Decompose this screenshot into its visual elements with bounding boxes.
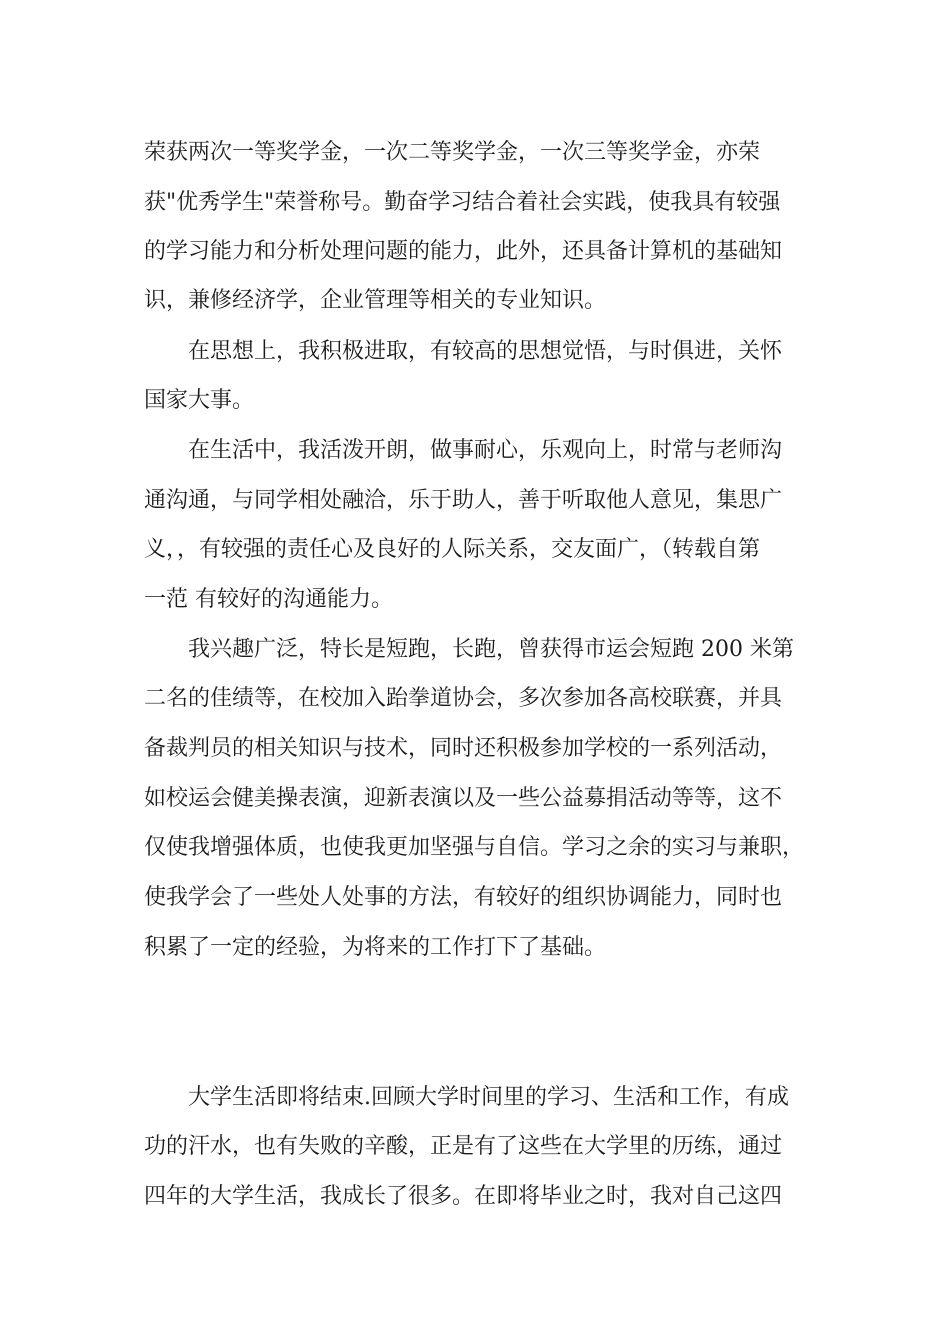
text-line-7: 在生活中，我活泼开朗，做事耐心，乐观向上，时常与老师沟: [188, 438, 783, 463]
text-line-15: 仅使我增强体质，也使我更加坚强与自信。学习之余的实习与兼职，: [144, 835, 805, 860]
text-line-8: 通沟通，与同学相处融洽，乐于助人，善于听取他人意见，集思广: [144, 488, 783, 513]
text-line-18: 大学生活即将结束.回顾大学时间里的学习、生活和工作，有成: [188, 1085, 789, 1110]
text-line-20: 四年的大学生活，我成长了很多。在即将毕业之时，我对自己这四: [144, 1184, 783, 1209]
text-line-6: 国家大事。: [144, 388, 255, 413]
text-line-1: 荣获两次一等奖学金，一次二等奖学金，一次三等奖学金，亦荣: [144, 140, 761, 165]
text-line-19: 功的汗水，也有失败的辛酸，正是有了这些在大学里的历练，通过: [144, 1134, 783, 1159]
text-line-14: 如校运会健美操表演，迎新表演以及一些公益募捐活动等等，这不: [144, 786, 783, 811]
text-line-2: 获"优秀学生"荣誉称号。勤奋学习结合着社会实践，使我具有较强: [144, 190, 781, 215]
text-line-17: 积累了一定的经验，为将来的工作打下了基础。: [144, 935, 607, 960]
text-line-9: 义，，有较强的责任心及良好的人际关系，交友面广，（转载自第: [144, 537, 761, 562]
text-line-16: 使我学会了一些处人处事的方法，有较好的组织协调能力，同时也: [144, 885, 783, 910]
text-line-11: 我兴趣广泛，特长是短跑，长跑，曾获得市运会短跑 200 米第: [188, 637, 794, 662]
text-line-13: 备裁判员的相关知识与技术，同时还积极参加学校的一系列活动，: [144, 736, 783, 761]
text-line-3: 的学习能力和分析处理问题的能力，此外，还具备计算机的基础知: [144, 239, 783, 264]
text-line-12: 二名的佳绩等，在校加入跆拳道协会，多次参加各高校联赛，并具: [144, 686, 783, 711]
text-line-5: 在思想上，我积极进取，有较高的思想觉悟，与时俱进，关怀: [188, 339, 783, 364]
text-line-4: 识，兼修经济学，企业管理等相关的专业知识。: [144, 288, 607, 313]
text-line-10: 一范 有较好的沟通能力。: [144, 587, 393, 612]
